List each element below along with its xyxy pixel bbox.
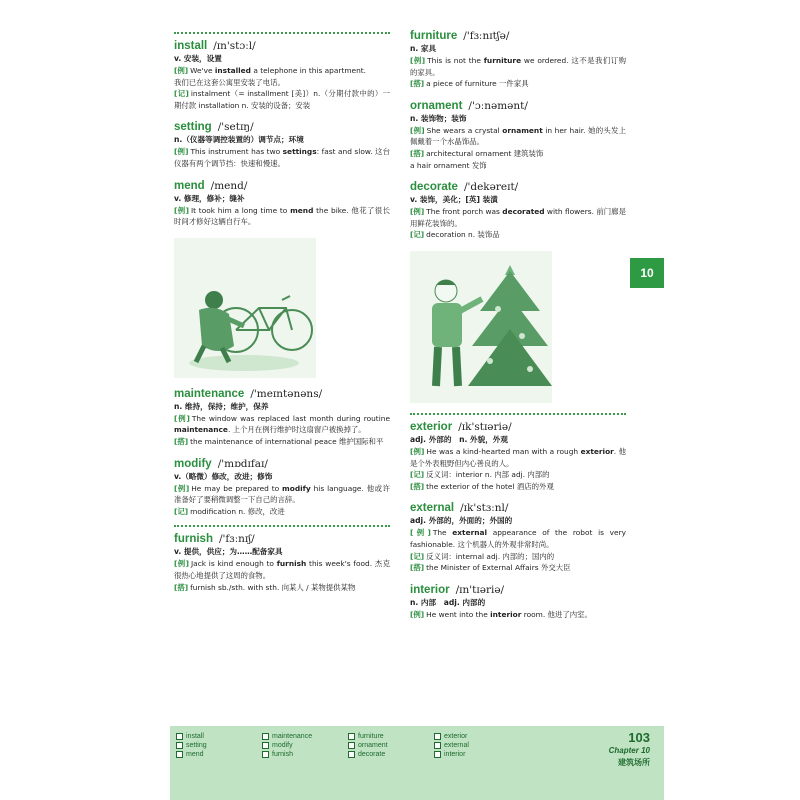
entry-line: [410, 469, 626, 481]
entry-line: [410, 206, 626, 229]
checkbox-icon[interactable]: [262, 751, 269, 758]
right-column: [410, 28, 626, 630]
line-tag: [记]: [410, 230, 425, 240]
part-of-speech: adj. 外部的，外面的；外国的: [410, 516, 513, 526]
footer-word-item[interactable]: [348, 732, 434, 741]
chapter-tab: 10: [630, 258, 664, 288]
part-of-speech: v. 安装，设置: [174, 54, 222, 63]
entry-furnish: [174, 533, 390, 593]
footer-word: interior: [444, 751, 466, 758]
phonetic: /ɪk'stɜːnl/: [460, 502, 509, 515]
line-text: his language. 他或许准备好了要稍微调整一下自己的言辞。: [174, 483, 390, 505]
line-tag: [例]: [174, 205, 189, 215]
line-tag: [记]: [174, 506, 189, 516]
footer-word: install: [186, 733, 204, 740]
part-of-speech: v.（略微）修改，改进；修饰: [174, 471, 273, 481]
checkbox-icon[interactable]: [348, 733, 355, 740]
line-tag: [例]: [174, 483, 190, 493]
line-text: appearance of the robot is very fashionable. 这个机器人的外观非常时尚。: [410, 528, 626, 549]
phonetic: /'ɔːnəmənt/: [468, 99, 528, 112]
line-tag: [记]: [410, 470, 425, 480]
line-text: decoration n. 装饰品: [426, 230, 500, 240]
headword-row: [410, 100, 626, 112]
part-of-speech: n. 装饰物；装饰: [410, 113, 467, 123]
entry-external: [410, 502, 626, 573]
line-keyword: modify: [282, 483, 311, 493]
line-tag: [例]: [174, 413, 190, 423]
entry-line: [410, 446, 626, 469]
footer-word-item[interactable]: [434, 750, 520, 759]
footer-word: modify: [272, 742, 293, 749]
line-text: the exterior of the hotel 酒店的外观: [426, 481, 554, 491]
footer-word-grid: [176, 732, 520, 759]
phonetic: /ɪn'tɪəriə/: [455, 583, 505, 596]
line-tag: [例]: [410, 56, 426, 65]
line-text: we ordered. 这不是我们订购的家具。: [410, 56, 626, 77]
line-tag: [例]: [410, 446, 425, 456]
headword: external: [410, 502, 455, 515]
line-tag: [例]: [410, 207, 425, 217]
entry-line: [410, 55, 626, 78]
line-tag: [例]: [410, 528, 431, 538]
part-of-speech: v. 提供，供应；为……配备家具: [174, 547, 283, 557]
entry-decorate: [410, 181, 626, 241]
line-keyword: furnish: [276, 559, 307, 569]
line-text: a piece of furniture 一件家具: [426, 79, 529, 89]
line-tag: [例]: [410, 125, 425, 135]
entry-furniture: [410, 30, 626, 90]
headword: modify: [174, 457, 212, 470]
checkbox-icon[interactable]: [176, 751, 183, 758]
headword-row: [410, 502, 626, 514]
page-number: 103: [628, 730, 650, 745]
part-of-speech: n. 维持，保持；维护，保养: [174, 401, 269, 411]
headword-row: [410, 181, 626, 193]
entry-line: [174, 483, 390, 506]
illustration-boy-mending-bike: [174, 238, 316, 378]
line-tag: [搭]: [410, 148, 425, 158]
line-tag: [例]: [174, 559, 189, 569]
line-text: the Minister of External Affairs 外交大臣: [426, 563, 571, 573]
line-tag: [搭]: [410, 481, 425, 491]
line-tag: [搭]: [174, 582, 189, 592]
entry-line: [174, 582, 390, 594]
entry-line: [174, 413, 390, 436]
footer-word-item[interactable]: [176, 750, 262, 759]
entry-line: [410, 229, 626, 241]
entry-exterior: [410, 421, 626, 492]
footer-word-index: [170, 726, 664, 800]
checkbox-icon[interactable]: [176, 733, 183, 740]
entry-line: [174, 77, 390, 89]
entry-line: [410, 527, 626, 550]
entry-install: [174, 40, 390, 111]
line-tag: [记]: [410, 551, 425, 561]
phonetic: /'fɜːnɪtʃə/: [463, 30, 510, 42]
line-text: furnish sb./sth. with sth. 向某人 / 某物提供某物: [190, 582, 356, 592]
footer-word: external: [444, 742, 469, 749]
footer-column: [262, 732, 348, 759]
footer-column: [434, 732, 520, 759]
dictionary-page: [136, 0, 664, 800]
line-text: with flowers. 前门廊是用鲜花装饰的。: [410, 207, 626, 228]
line-text: architectural ornament 建筑装饰: [426, 148, 544, 158]
dotted-divider: [410, 413, 626, 415]
entry-line: [174, 205, 390, 228]
footer-word-item[interactable]: [176, 732, 262, 741]
footer-word-item[interactable]: [434, 732, 520, 741]
line-text: The window was replaced last month during routine: [191, 413, 390, 423]
checkbox-icon[interactable]: [176, 742, 183, 749]
headword: interior: [410, 583, 450, 596]
dotted-divider: [174, 525, 390, 527]
footer-word: furnish: [272, 751, 294, 758]
phonetic: /'fɜːnɪʃ/: [218, 533, 255, 546]
line-text: the maintenance of international peace 维护国际和平: [190, 436, 384, 446]
entry-line: [410, 609, 626, 621]
footer-word-item[interactable]: [262, 741, 348, 750]
phonetic: /ɪk'stɪəriə/: [458, 420, 512, 433]
footer-word: decorate: [358, 751, 386, 758]
part-of-speech: adj. 外部的 n. 外貌，外观: [410, 434, 508, 444]
part-of-speech: v. 修理，修补；缝补: [174, 193, 245, 203]
entry-line: [410, 125, 626, 148]
line-text: : fast and slow. 这台仪器有两个调节挡：快速和慢速。: [174, 147, 390, 168]
line-text: in her hair. 她的头发上佩戴着一个水晶饰品。: [410, 125, 626, 147]
line-text: Jack is kind enough to: [190, 559, 277, 569]
entry-line: [410, 78, 626, 90]
entry-line: [174, 436, 390, 448]
headword: furniture: [410, 30, 458, 42]
chapter-title: Chapter 10: [608, 746, 650, 755]
entry-mend: [174, 180, 390, 228]
footer-word: furniture: [358, 733, 384, 740]
line-tag: [搭]: [410, 563, 425, 573]
left-column: [174, 28, 390, 603]
entry-line: [410, 562, 626, 574]
line-keyword: installed: [214, 66, 251, 75]
phonetic: /'meɪntənəns/: [250, 387, 323, 400]
headword-row: [410, 584, 626, 596]
footer-column: [348, 732, 434, 759]
entry-interior: [410, 584, 626, 621]
dotted-divider: [174, 32, 390, 34]
entry-line: [174, 506, 390, 518]
checkbox-icon[interactable]: [348, 742, 355, 749]
line-text: modification n. 修改，改进: [190, 506, 285, 516]
headword-row: [174, 121, 390, 133]
footer-word: mend: [186, 751, 204, 758]
line-keyword: interior: [490, 609, 522, 619]
footer-word-item[interactable]: [262, 750, 348, 759]
line-tag: [搭]: [410, 79, 425, 89]
line-keyword: exterior: [580, 446, 614, 456]
headword: furnish: [174, 533, 213, 546]
checkbox-icon[interactable]: [262, 742, 269, 749]
line-text: . 他是个外表粗野但内心善良的人。: [410, 446, 627, 468]
footer-word: exterior: [444, 733, 468, 740]
headword: decorate: [410, 181, 458, 194]
line-text: instalment（= installment [美]）n.（分期付款中的）一期付款 installation n. 安装的设备；安装: [174, 89, 390, 110]
line-text: She wears a crystal: [426, 125, 503, 135]
line-text: the bike. 他花了很长时间才修好这辆自行车。: [174, 205, 390, 227]
phonetic: /'mɒdɪfaɪ/: [217, 457, 268, 470]
line-text: This instrument has two: [190, 147, 283, 157]
footer-word: maintenance: [272, 733, 313, 740]
phonetic: /'setɪŋ/: [217, 121, 254, 134]
entry-line: [174, 558, 390, 581]
illustration-boy-decorating-tree: [410, 251, 552, 403]
footer-word: ornament: [358, 742, 388, 749]
line-text: He may be prepared to: [191, 483, 283, 493]
part-of-speech: v. 装饰，美化；[英] 装潢: [410, 195, 498, 205]
headword: exterior: [410, 420, 453, 433]
line-text: room. 他进了内室。: [521, 609, 592, 619]
line-text: This is not the: [427, 56, 484, 65]
line-tag: [记]: [174, 89, 189, 99]
footer-word-item[interactable]: [434, 741, 520, 750]
part-of-speech: n. 内部 adj. 内部的: [410, 597, 486, 607]
headword-row: [174, 458, 390, 470]
checkbox-icon[interactable]: [434, 733, 441, 740]
headword-row: [410, 30, 626, 42]
headword: install: [174, 40, 208, 52]
footer-column: [176, 732, 262, 759]
headword: mend: [174, 179, 205, 192]
headword: ornament: [410, 99, 463, 112]
headword-row: [174, 533, 390, 545]
footer-word-item[interactable]: [348, 750, 434, 759]
line-text: a telephone in this apartment.: [250, 66, 367, 75]
line-keyword: external: [452, 528, 488, 538]
entry-line: [174, 65, 390, 77]
headword-row: [174, 180, 390, 192]
checkbox-icon[interactable]: [434, 751, 441, 758]
entry-line: [410, 148, 626, 160]
part-of-speech: n. 家具: [410, 44, 437, 53]
headword: setting: [174, 121, 212, 134]
entry-line: [410, 481, 626, 493]
line-text: 我们已在这套公寓里安装了电话。: [174, 77, 285, 87]
line-tag: [搭]: [174, 436, 189, 446]
line-text: It took him a long time to: [190, 205, 291, 215]
checkbox-icon[interactable]: [348, 751, 355, 758]
footer-word-item[interactable]: [262, 732, 348, 741]
entry-line: [410, 160, 626, 172]
line-text: 反义词：internal adj. 内部的；国内的: [426, 551, 555, 561]
entry-modify: [174, 458, 390, 518]
checkbox-icon[interactable]: [434, 742, 441, 749]
line-text: He went into the: [426, 609, 491, 619]
line-text: We've: [190, 66, 215, 75]
part-of-speech: n.（仪器等调控装置的）调节点；环境: [174, 135, 304, 145]
line-text: this week's food. 杰克很热心地提供了这周的食物。: [174, 559, 390, 580]
line-keyword: decorated: [502, 207, 545, 217]
line-text: The front porch was: [426, 207, 503, 217]
line-tag: [例]: [174, 147, 189, 157]
checkbox-icon[interactable]: [262, 733, 269, 740]
phonetic: /'dekəreɪt/: [463, 181, 519, 194]
entry-setting: [174, 121, 390, 169]
line-tag: [例]: [174, 66, 189, 75]
headword-row: [174, 388, 390, 400]
chapter-title-zh: 建筑场所: [618, 758, 650, 767]
line-keyword: settings: [282, 147, 317, 157]
phonetic: /mend/: [210, 179, 248, 192]
line-tag: [例]: [410, 609, 425, 619]
entry-line: [410, 551, 626, 563]
entry-ornament: [410, 100, 626, 171]
headword: maintenance: [174, 387, 245, 400]
line-text: The: [432, 528, 453, 538]
phonetic: /ɪn'stɔːl/: [213, 40, 256, 52]
line-keyword: maintenance: [174, 425, 228, 435]
line-keyword: ornament: [502, 125, 543, 135]
footer-word: setting: [186, 742, 207, 749]
line-text: 反义词：interior n. 内部 adj. 内部的: [426, 470, 550, 480]
entry-line: [174, 88, 390, 111]
footer-word-item[interactable]: [348, 741, 434, 750]
headword-row: [410, 421, 626, 433]
footer-word-item[interactable]: [176, 741, 262, 750]
line-keyword: mend: [290, 205, 314, 215]
line-text: He was a kind-hearted man with a rough: [426, 446, 581, 456]
line-text: a hair ornament 发饰: [410, 160, 487, 170]
entry-maintenance: [174, 388, 390, 448]
entry-line: [174, 146, 390, 169]
headword-row: [174, 40, 390, 52]
line-keyword: furniture: [483, 56, 522, 65]
line-text: . 上个月在例行维护时这扇窗户被换掉了。: [227, 425, 366, 435]
